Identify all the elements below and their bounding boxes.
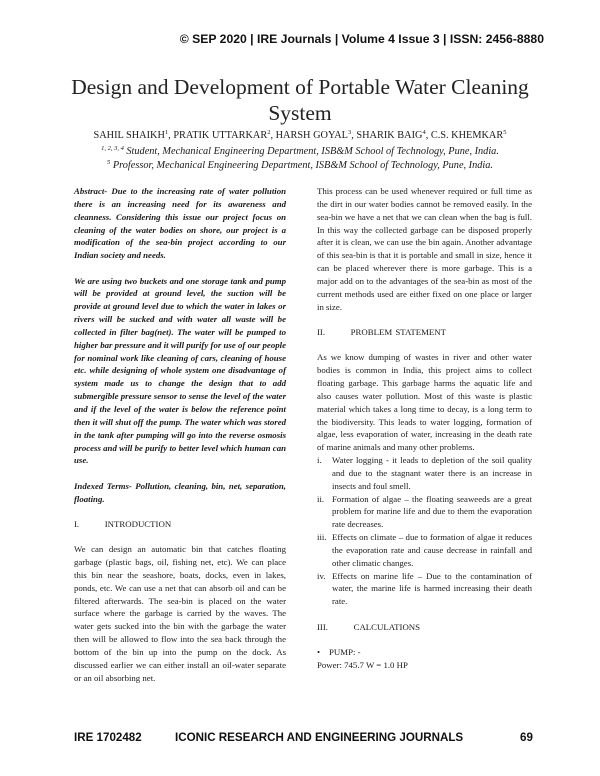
title-line-2: System <box>268 101 332 125</box>
bullet-item <box>317 646 532 659</box>
list-item <box>317 454 532 493</box>
bullet-icon: • <box>317 647 321 657</box>
section-heading-problem-statement: II. PROBLEM STATEMENT <box>317 326 447 337</box>
list-number: ii. <box>317 493 325 504</box>
abstract-paragraph: Abstract- Due to the increasing rate of water pollution there is an increasing need for its awareness and cleanness. Considering this issue our project focus on cleaning of the water bodies on shore, our project is a modification of the sea-bin project according to our Indian society and needs. <box>74 186 286 261</box>
list-item-text: Effects on marine life – Due to the contamination of water, the marine life is harmed increasing their death rate. <box>332 570 532 607</box>
author-superscript: 3 <box>347 129 352 136</box>
abstract-paragraph: We are using two buckets and one storage tank and pump will be provided at ground level, the suction will be provide at ground level due to which the water in lakes or rivers will be sucked and with water all waste will be collected in filter bag(net). The water will be pumped to higher bar pressure and it will purify for use of our people for nominal work like cleaning of cars, cleaning of house etc. while designing of whole system one disadvantage of system made us to change the design that to add submergible pressure sensor to sense the level of the water and if the level of the water is below the reference point then it will shut off the pump. The water which was stored in the tank after pumping will go into the reverse osmosis process and will be purify to better level which human can use. <box>74 275 286 466</box>
author-superscript: 4 <box>422 129 426 136</box>
list-item-text: Effects on climate – due to formation of algae it reduces the evaporation rate and cause decrease in rainfall and other climatic changes. <box>332 532 532 568</box>
title-line-1: Design and Development of Portable Water Cleaning <box>71 75 529 99</box>
footer-journal-name: ICONIC RESEARCH AND ENGINEERING JOURNALS <box>175 731 464 744</box>
author-name: SHARIK BAIG <box>356 130 423 141</box>
list-number: iv. <box>317 570 326 581</box>
section-heading-calculations: III. CALCULATIONS <box>317 621 421 632</box>
list-item-text: Water logging - it leads to depletion of the soil quality and due to the stagnant water there is an increase in insects and foul smell. <box>332 455 532 491</box>
section-heading-introduction: I. INTRODUCTION <box>74 518 172 529</box>
author-name: SAHIL SHAIKH <box>93 130 165 141</box>
left-column <box>74 185 286 685</box>
power-line: Power: 745.7 W = 1.0 HP <box>317 659 408 670</box>
body-paragraph: We can design an automatic bin that catches floating garbage (plastic bags, oil, fishing net, etc). We can place this bin near the seashore, boats, docks, even in lakes, ponds, etc. We can use a net that can absorb oil and can be filtered afterwards. The sea-bin is placed on the water surface where the garbage is carried by the waves. The water gets sucked into the bin with the garbage the water then will be allowed to flow into the sea back through the bottom of the bin up into the pump on the dock. As discussed earlier we can either install an oil-water separate or an oil absorbing net. <box>74 544 286 683</box>
body-paragraph: This process can be used whenever required or full time as the dirt in our water bodies cannot be removed easily. In the sea-bin we have a net that we can clean when the bag is full. In this way the collected garbage can be disposed properly after it is clean, we can use the bin again. Another advantage of this sea-bin is that it is portable and small in size, hence it can be placed wherever there is more garbage. This is a major add on to the advantages of the sea-bin as most of the current methods used are either fixed on one place or larger in size. <box>317 186 532 312</box>
affiliation-students <box>0 146 600 157</box>
footer-page-number: 69 <box>520 731 533 744</box>
journal-header: © SEP 2020 | IRE Journals | Volume 4 Issue 3 | ISSN: 2456-8880 <box>179 32 544 46</box>
author-superscript: 5 <box>503 129 507 136</box>
list-item <box>317 531 532 570</box>
author-list: SAHIL SHAIKH$^1$, PRATIK UTTARKAR$^2$, HARSH GOYAL$^3$, SHARIK BAIG$^4$, C.S. KHEMKAR$^5$ <box>93 129 507 141</box>
bullet-text: PUMP: - <box>329 647 361 657</box>
list-number: i. <box>317 455 322 466</box>
author-name: HARSH GOYAL <box>275 130 348 141</box>
list-item <box>317 570 532 609</box>
list-item-text: Formation of algae – the floating seaweeds are a great problem for marine life and due to them the evaporation rate decreases. <box>332 493 532 530</box>
index-terms: Indexed Terms- Pollution, cleaning, bin, net, separation, floating. <box>74 480 286 504</box>
affiliation-text: Student, Mechanical Engineering Department, ISB&M School of Technology, Pune, India. <box>123 146 499 157</box>
problem-list <box>317 454 532 608</box>
author-superscript: 1 <box>164 129 169 136</box>
list-number: iii. <box>317 532 327 543</box>
right-column <box>317 185 532 672</box>
affiliation-superscript: 5 <box>107 159 111 166</box>
author-name: C.S. KHEMKAR <box>430 130 504 141</box>
list-item <box>317 493 532 532</box>
author-superscript: 2 <box>267 129 271 136</box>
affiliation-professor <box>0 160 600 171</box>
affiliation-superscript: 1, 2, 3, 4 <box>101 145 124 152</box>
body-paragraph: As we know dumping of wastes in river and other water bodies is common in India, this project aims to collect floating garbage. This garbage harms the aquatic life and also causes water pollution. Most of this waste is plastic material which takes a long time to decay, is a long term to the biodiversity. This leads to water logging, formation of algae, less evaporation of water, increasing in the death rate of marine animals and many other problems. <box>317 352 532 453</box>
affiliation-text: Professor, Mechanical Engineering Department, ISB&M School of Technology, Pune, India. <box>110 160 493 171</box>
footer-paper-id: IRE 1702482 <box>74 731 142 744</box>
author-name: PRATIK UTTARKAR <box>173 130 268 141</box>
paper-title <box>0 74 600 126</box>
